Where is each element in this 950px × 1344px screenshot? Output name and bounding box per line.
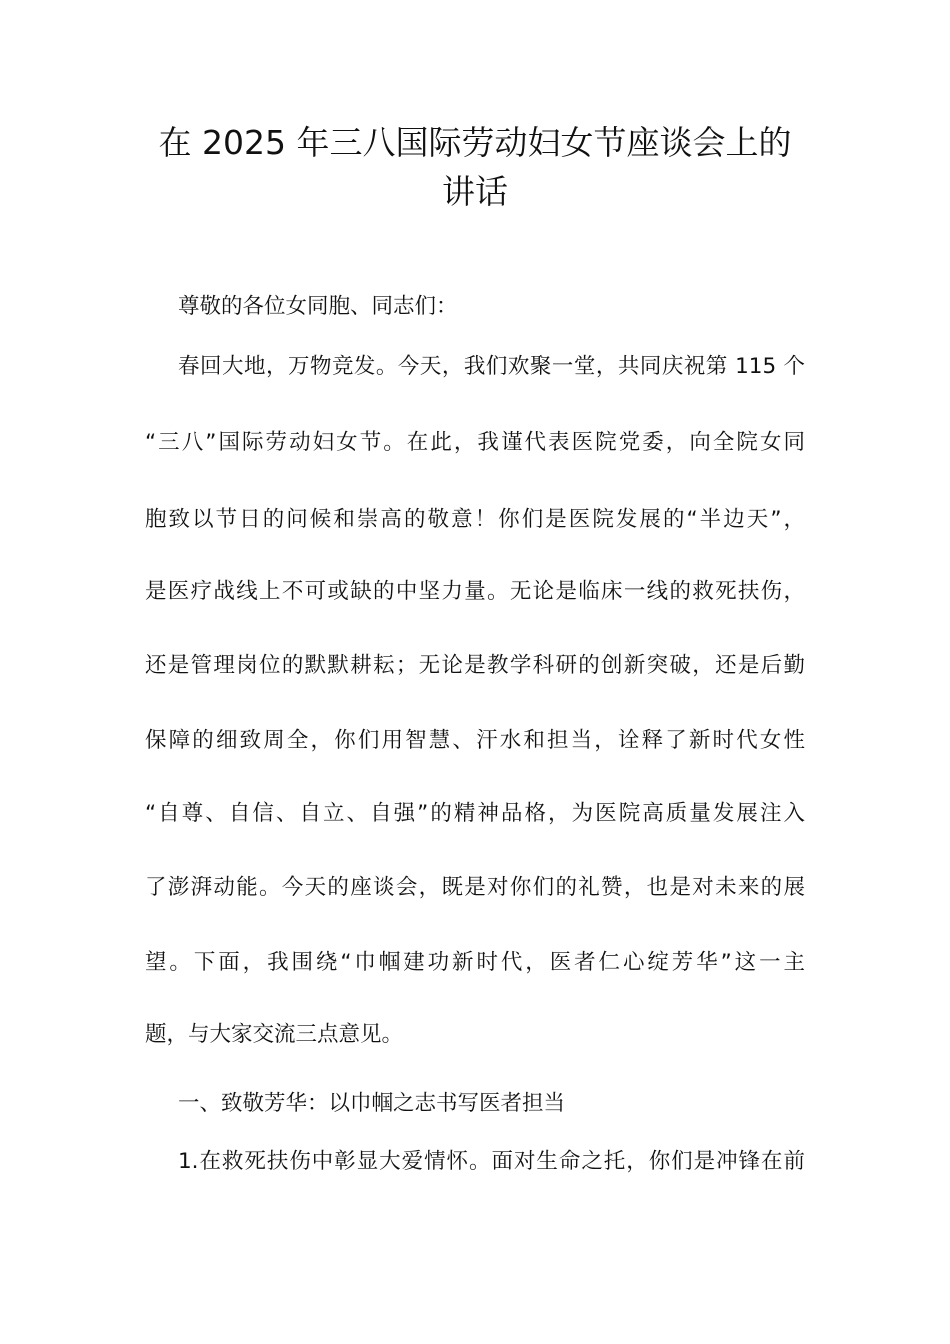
section-heading: 一、致敬芳华：以巾帼之志书写医者担当 [178, 1091, 566, 1116]
paragraph-line: 了澎湃动能。今天的座谈会，既是对你们的礼赞，也是对未来的展 [145, 875, 805, 900]
paragraph-line: 望。下面，我围绕“巾帼建功新时代，医者仁心绽芳华”这一主 [145, 950, 805, 975]
paragraph-line: 胞致以节日的问候和崇高的敬意！你们是医院发展的“半边天”， [145, 507, 805, 532]
title-line-1: 在 2025 年三八国际劳动妇女节座谈会上的 [158, 123, 792, 162]
paragraph-line: 保障的细致周全，你们用智慧、汗水和担当，诠释了新时代女性 [145, 728, 805, 753]
paragraph-line: 还是管理岗位的默默耕耘；无论是教学科研的创新突破，还是后勤 [145, 653, 805, 678]
paragraph-line: 是医疗战线上不可或缺的中坚力量。无论是临床一线的救死扶伤， [145, 579, 805, 604]
item-1-line: 1.在救死扶伤中彰显大爱情怀。面对生命之托，你们是冲锋在前 [178, 1149, 805, 1174]
paragraph-line: “三八”国际劳动妇女节。在此，我谨代表医院党委，向全院女同 [145, 430, 805, 455]
greeting: 尊敬的各位女同胞、同志们： [178, 294, 458, 319]
title-line-2: 讲话 [442, 172, 508, 211]
paragraph-line: “自尊、自信、自立、自强”的精神品格，为医院高质量发展注入 [145, 801, 805, 826]
paragraph-line: 春回大地，万物竞发。今天，我们欢聚一堂，共同庆祝第 115 个 [178, 354, 805, 379]
paragraph-line: 题，与大家交流三点意见。 [145, 1022, 404, 1047]
